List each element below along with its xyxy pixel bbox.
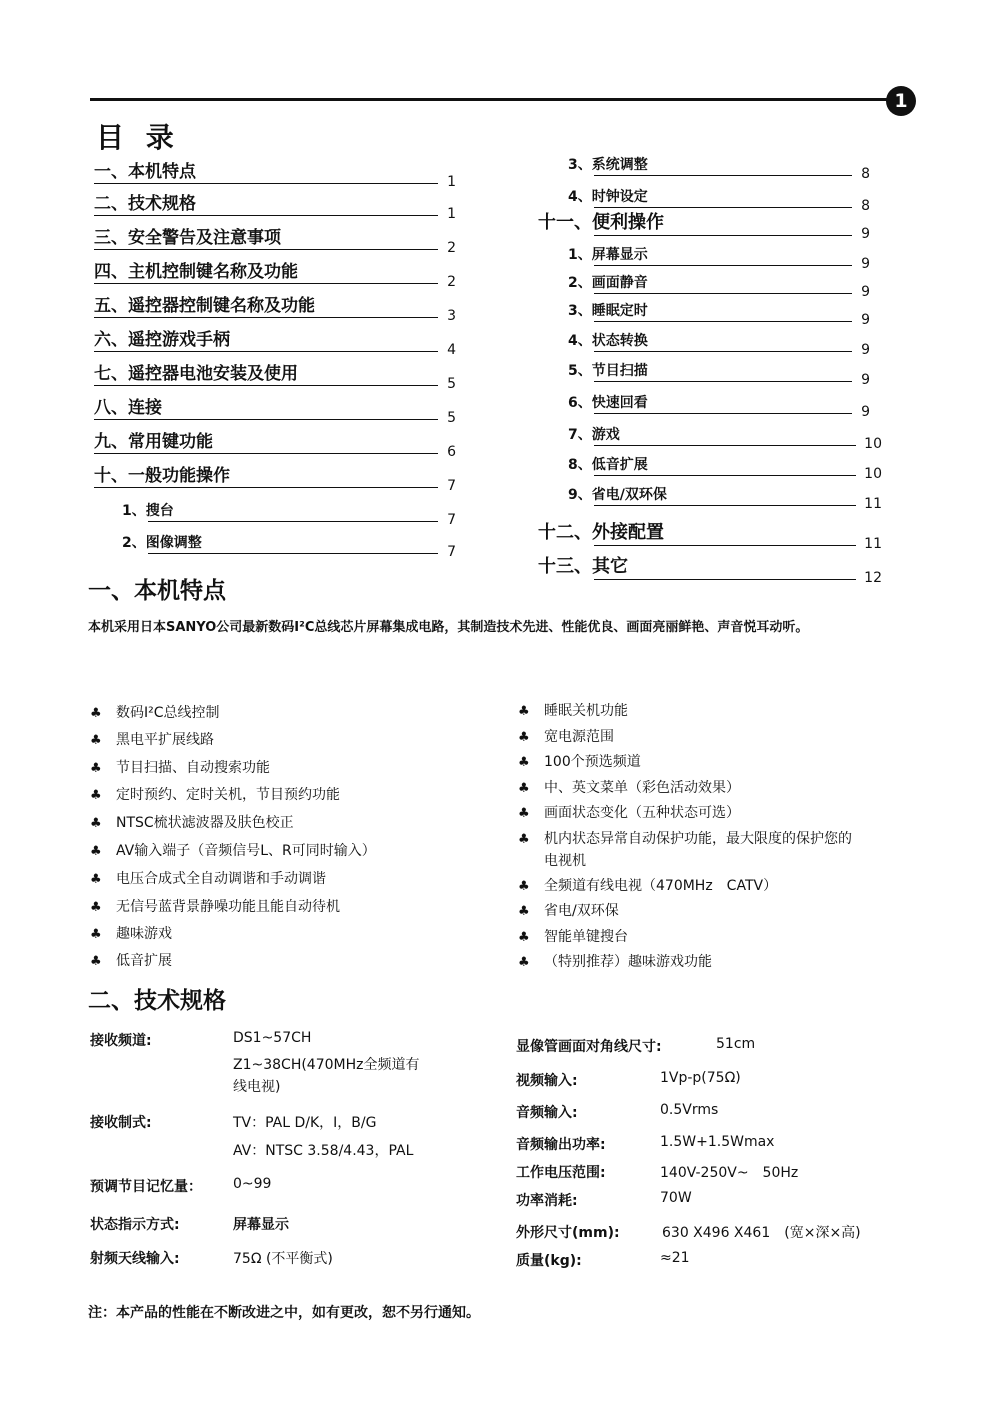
spec-value: DS1~57CH xyxy=(233,1030,312,1046)
toc-item-page: 10 xyxy=(864,436,882,452)
bullet-icon: ♣ xyxy=(90,733,102,748)
bullet-icon: ♣ xyxy=(90,761,102,776)
toc-item[interactable] xyxy=(538,556,882,586)
spec-key: 质量(kg): xyxy=(516,1253,582,1269)
toc-leader-line xyxy=(594,381,852,382)
toc-item-label: 七、遥控器电池安装及使用 xyxy=(94,364,298,384)
toc-item[interactable] xyxy=(568,454,882,482)
toc-leader-line xyxy=(594,413,852,414)
feature-text: 机内状态异常自动保护功能，最大限度的保护您的 xyxy=(544,831,852,847)
toc-leader-line xyxy=(94,487,438,488)
spec-value: AV：NTSC 3.58/4.43，PAL xyxy=(233,1143,414,1159)
feature-text: （特别推荐）趣味游戏功能 xyxy=(544,954,712,970)
toc-item-label: 9、省电/双环保 xyxy=(568,487,667,503)
feature-item xyxy=(518,951,712,971)
toc-item[interactable] xyxy=(94,262,456,290)
toc-item[interactable] xyxy=(568,154,870,182)
spec-key: 音频输入: xyxy=(516,1105,578,1121)
toc-item[interactable] xyxy=(94,398,456,426)
toc-item-label: 九、常用键功能 xyxy=(94,432,213,452)
feature-text: 宽电源范围 xyxy=(544,729,614,745)
toc-item-label: 一、本机特点 xyxy=(94,162,196,182)
toc-item[interactable] xyxy=(568,244,870,272)
spec-value: 630 X496 X461 (宽×深×高) xyxy=(662,1225,861,1241)
toc-title: 目 录 xyxy=(96,121,180,154)
spec-value: 屏幕显示 xyxy=(233,1217,289,1233)
toc-item[interactable] xyxy=(94,228,456,256)
toc-item-page: 9 xyxy=(861,342,870,358)
spec-value: 0~99 xyxy=(233,1176,272,1192)
bullet-icon: ♣ xyxy=(90,900,102,915)
feature-item xyxy=(518,900,619,920)
spec-value: 75Ω (不平衡式) xyxy=(233,1251,333,1267)
feature-item xyxy=(518,751,641,771)
toc-item-page: 6 xyxy=(447,444,456,460)
spec-key: 功率消耗: xyxy=(516,1193,578,1209)
feature-item xyxy=(518,828,852,848)
feature-text: 100个预选频道 xyxy=(544,754,641,770)
toc-item[interactable] xyxy=(122,500,456,528)
toc-leader-line xyxy=(148,553,438,554)
bullet-icon: ♣ xyxy=(518,955,530,970)
toc-item[interactable] xyxy=(568,300,870,328)
feature-item xyxy=(90,784,340,804)
toc-item-page: 7 xyxy=(447,512,456,528)
toc-item-page: 7 xyxy=(447,544,456,560)
spec-value: 1.5W+1.5Wmax xyxy=(660,1134,775,1150)
spec-key: 显像管画面对角线尺寸: xyxy=(516,1039,662,1055)
toc-item-page: 10 xyxy=(864,466,882,482)
feature-text: 全频道有线电视（470MHz CATV） xyxy=(544,878,778,894)
toc-leader-line xyxy=(594,545,856,546)
toc-item-label: 八、连接 xyxy=(94,398,162,418)
toc-item-label: 六、遥控游戏手柄 xyxy=(94,330,230,350)
spec-key: 接收制式: xyxy=(90,1115,152,1131)
bullet-icon: ♣ xyxy=(518,730,530,745)
toc-item-page: 5 xyxy=(447,376,456,392)
bullet-icon: ♣ xyxy=(90,954,102,969)
toc-item-label: 8、低音扩展 xyxy=(568,457,648,473)
bullet-icon: ♣ xyxy=(90,706,102,721)
bullet-icon: ♣ xyxy=(518,930,530,945)
spec-key: 状态指示方式: xyxy=(90,1217,180,1233)
feature-item xyxy=(90,757,270,777)
feature-text: 定时预约、定时关机，节目预约功能 xyxy=(116,787,340,803)
feature-item xyxy=(90,950,172,970)
toc-item-page: 9 xyxy=(861,312,870,328)
toc-item-page: 4 xyxy=(447,342,456,358)
toc-item[interactable] xyxy=(568,272,870,300)
feature-text: 画面状态变化（五种状态可选） xyxy=(544,805,740,821)
feature-item xyxy=(90,729,214,749)
toc-item-label: 6、快速回看 xyxy=(568,395,648,411)
feature-text: AV输入端子（音频信号L、R可同时输入） xyxy=(116,843,376,859)
toc-item-label: 十三、其它 xyxy=(538,556,628,577)
toc-item-page: 2 xyxy=(447,274,456,290)
toc-leader-line xyxy=(94,419,438,420)
bullet-icon: ♣ xyxy=(90,872,102,887)
toc-item-page: 3 xyxy=(447,308,456,324)
toc-leader-line xyxy=(594,351,852,352)
toc-item-label: 3、系统调整 xyxy=(568,157,648,173)
feature-text: 低音扩展 xyxy=(116,953,172,969)
toc-item-label: 5、节目扫描 xyxy=(568,363,648,379)
toc-leader-line xyxy=(94,385,438,386)
feature-item xyxy=(518,875,777,895)
toc-item-label: 1、屏幕显示 xyxy=(568,247,648,263)
intro-paragraph: 本机采用日本SANYO公司最新数码I²C总线芯片屏幕集成电路，其制造技术先进、性能优良、画面亮丽鲜艳、声音悦耳动听。 xyxy=(88,620,809,635)
spec-value: TV：PAL D/K，I，B/G xyxy=(233,1115,377,1131)
toc-item[interactable] xyxy=(94,432,456,460)
feature-text: 中、英文菜单（彩色活动效果） xyxy=(544,780,740,796)
toc-item-label: 4、状态转换 xyxy=(568,333,648,349)
page-number-badge: 1 xyxy=(886,86,916,116)
toc-leader-line xyxy=(594,579,856,580)
toc-item-page: 2 xyxy=(447,240,456,256)
feature-item xyxy=(90,812,294,832)
toc-item-page: 11 xyxy=(864,496,882,512)
toc-item-label: 十二、外接配置 xyxy=(538,522,664,543)
toc-item[interactable] xyxy=(94,364,456,392)
toc-leader-line xyxy=(594,475,856,476)
spec-value: ≈21 xyxy=(660,1250,690,1266)
feature-item xyxy=(518,726,614,746)
toc-item[interactable] xyxy=(538,212,870,242)
toc-leader-line xyxy=(94,215,438,216)
toc-item-label: 三、安全警告及注意事项 xyxy=(94,228,281,248)
bullet-icon: ♣ xyxy=(90,927,102,942)
toc-item-label: 十一、便利操作 xyxy=(538,212,664,233)
toc-item-page: 9 xyxy=(861,404,870,420)
toc-item[interactable] xyxy=(568,484,882,512)
spec-key: 音频输出功率: xyxy=(516,1137,606,1153)
toc-item-page: 12 xyxy=(864,570,882,586)
toc-leader-line xyxy=(94,317,438,318)
spec-key: 射频天线输入: xyxy=(90,1251,180,1267)
bullet-icon: ♣ xyxy=(518,904,530,919)
feature-item xyxy=(90,702,220,722)
feature-item xyxy=(90,896,340,916)
feature-text: 黑电平扩展线路 xyxy=(116,732,214,748)
feature-text: 智能单键搜台 xyxy=(544,929,628,945)
spec-value: 1Vp-p(75Ω) xyxy=(660,1070,741,1086)
toc-leader-line xyxy=(594,445,856,446)
feature-text: 数码I²C总线控制 xyxy=(116,705,220,721)
toc-item-page: 11 xyxy=(864,536,882,552)
feature-text: 无信号蓝背景静噪功能且能自动待机 xyxy=(116,899,340,915)
toc-item-page: 9 xyxy=(861,256,870,272)
header-rule xyxy=(90,98,890,101)
toc-item-label: 3、睡眠定时 xyxy=(568,303,648,319)
toc-item-label: 十、一般功能操作 xyxy=(94,466,230,486)
feature-item xyxy=(90,840,376,860)
bullet-icon: ♣ xyxy=(90,844,102,859)
spec-key: 外形尺寸(mm): xyxy=(516,1225,620,1241)
feature-text: 电压合成式全自动调谐和手动调谐 xyxy=(116,871,326,887)
spec-value: 140V-250V~ 50Hz xyxy=(660,1165,799,1181)
toc-item-page: 7 xyxy=(447,478,456,494)
toc-item[interactable] xyxy=(94,330,456,358)
toc-item-page: 1 xyxy=(447,206,456,222)
bullet-icon: ♣ xyxy=(518,832,530,847)
bullet-icon: ♣ xyxy=(518,806,530,821)
toc-item[interactable] xyxy=(568,360,870,388)
feature-text: 省电/双环保 xyxy=(544,903,619,919)
feature-text: NTSC梳状滤波器及肤色校正 xyxy=(116,815,294,831)
spec-value: 线电视) xyxy=(233,1079,281,1095)
spec-value: 0.5Vrms xyxy=(660,1102,719,1118)
spec-key: 工作电压范围: xyxy=(516,1165,606,1181)
toc-item-label: 五、遥控器控制键名称及功能 xyxy=(94,296,315,316)
toc-item-label: 2、图像调整 xyxy=(122,535,202,551)
section-heading-features: 一、本机特点 xyxy=(88,578,226,604)
toc-leader-line xyxy=(594,235,852,236)
toc-item[interactable] xyxy=(538,522,882,552)
bullet-icon: ♣ xyxy=(518,879,530,894)
toc-item[interactable] xyxy=(568,330,870,358)
toc-item-page: 1 xyxy=(447,174,456,190)
toc-item-label: 二、技术规格 xyxy=(94,194,196,214)
feature-text: 节目扫描、自动搜索功能 xyxy=(116,760,270,776)
toc-leader-line xyxy=(594,265,852,266)
feature-text: 趣味游戏 xyxy=(116,926,172,942)
feature-item xyxy=(90,923,172,943)
toc-item[interactable] xyxy=(94,296,456,324)
bullet-icon: ♣ xyxy=(90,816,102,831)
spec-value: 70W xyxy=(660,1190,692,1206)
toc-leader-line xyxy=(594,321,852,322)
toc-item-page: 5 xyxy=(447,410,456,426)
toc-leader-line xyxy=(594,505,856,506)
toc-item-label: 2、画面静音 xyxy=(568,275,648,291)
section-heading-specs: 二、技术规格 xyxy=(88,988,226,1014)
footnote: 注：本产品的性能在不断改进之中，如有更改，恕不另行通知。 xyxy=(88,1305,480,1321)
bullet-icon: ♣ xyxy=(90,788,102,803)
toc-item-label: 四、主机控制键名称及功能 xyxy=(94,262,298,282)
toc-item-page: 9 xyxy=(861,226,870,242)
toc-item-page: 8 xyxy=(861,166,870,182)
toc-item[interactable] xyxy=(568,392,870,420)
feature-item xyxy=(518,802,740,822)
toc-item-label: 7、游戏 xyxy=(568,427,620,443)
bullet-icon: ♣ xyxy=(518,755,530,770)
toc-item-page: 9 xyxy=(861,372,870,388)
spec-key: 预调节目记忆量： xyxy=(90,1179,202,1195)
feature-item xyxy=(518,777,740,797)
toc-leader-line xyxy=(594,175,852,176)
bullet-icon: ♣ xyxy=(518,781,530,796)
toc-item-page: 8 xyxy=(861,198,870,214)
toc-leader-line xyxy=(94,453,438,454)
toc-leader-line xyxy=(148,521,438,522)
toc-item-label: 1、搜台 xyxy=(122,503,174,519)
toc-leader-line xyxy=(94,283,438,284)
toc-item[interactable] xyxy=(122,532,456,560)
toc-leader-line xyxy=(94,351,438,352)
toc-item[interactable] xyxy=(94,466,456,494)
feature-item xyxy=(518,926,628,946)
toc-item-page: 9 xyxy=(861,284,870,300)
toc-leader-line xyxy=(594,293,852,294)
feature-item xyxy=(518,700,628,720)
spec-key: 视频输入: xyxy=(516,1073,578,1089)
toc-leader-line xyxy=(94,183,438,184)
spec-key: 接收频道: xyxy=(90,1033,152,1049)
feature-text: 睡眠关机功能 xyxy=(544,703,628,719)
toc-item-label: 4、时钟设定 xyxy=(568,189,648,205)
toc-item[interactable] xyxy=(94,162,456,190)
toc-item[interactable] xyxy=(568,186,870,214)
toc-item[interactable] xyxy=(568,424,882,452)
bullet-icon: ♣ xyxy=(518,704,530,719)
spec-value: 51cm xyxy=(716,1036,756,1052)
toc-leader-line xyxy=(94,249,438,250)
feature-item-continuation: 电视机 xyxy=(544,853,586,869)
feature-item xyxy=(90,868,326,888)
spec-value: Z1~38CH(470MHz全频道有 xyxy=(233,1057,420,1073)
toc-item[interactable] xyxy=(94,194,456,222)
